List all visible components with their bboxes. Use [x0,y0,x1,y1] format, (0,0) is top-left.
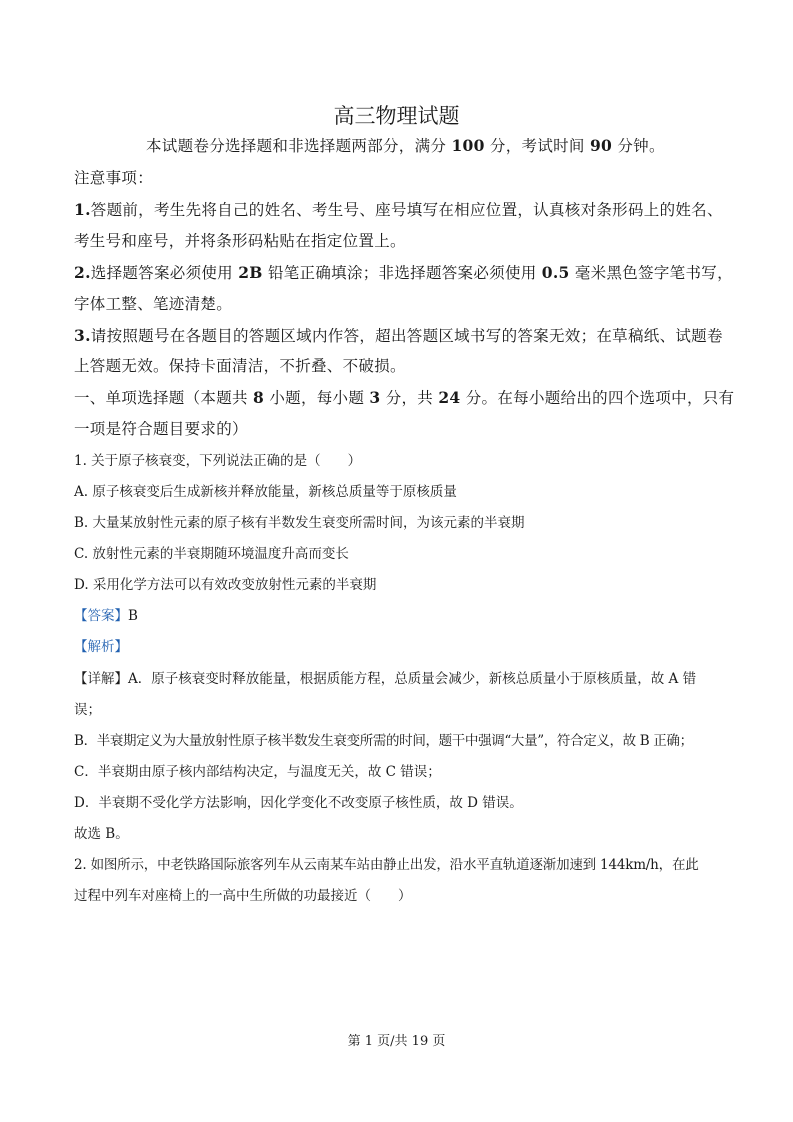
q1-detail-c: C．半衰期由原子核内部结构决定，与温度无关，故 C 错误； [74,764,441,780]
q1-option-a: A. 原子核衰变后生成新核并释放能量，新核总质量等于原核质量 [74,484,457,500]
exam-intro: 本试题卷分选择题和非选择题两部分，满分 100 分，考试时间 90 分钟。 [146,136,665,155]
page-title: 高三物理试题 [333,104,460,128]
notes-heading: 注意事项： [74,169,154,187]
page-number: 第 1 页/共 19 页 [347,1034,446,1049]
q1-detail-line-2: 误； [74,702,101,718]
detail-tag: 【详解】 [74,671,128,687]
note-2-line-2: 字体工整、笔迹清楚。 [74,295,233,313]
section-1-heading-line-2: 一项是符合题目要求的） [74,420,248,438]
q1-conclusion: 故选 B。 [74,826,129,842]
note-1-line-1: 1.答题前，考生先将自己的姓名、考生号、座号填写在相应位置，认真核对条形码上的姓名、 [74,200,723,219]
q1-option-d: D. 采用化学方法可以有效改变放射性元素的半衰期 [74,577,377,593]
q2-stem-line-1: 2. 如图所示，中老铁路国际旅客列车从云南某车站由静止出发，沿水平直轨道逐渐加速到 144km/h，在此 [74,857,699,873]
q1-option-b: B. 大量某放射性元素的原子核有半数发生衰变所需时间，为该元素的半衰期 [74,515,525,531]
note-1-line-2: 考生号和座号，并将条形码粘贴在指定位置上。 [74,232,406,250]
note-3-line-1: 3.请按照题号在各题目的答题区域内作答，超出答题区域书写的答案无效；在草稿纸、试题卷 [74,326,723,345]
q1-answer [74,608,138,624]
q1-detail-b: B．半衰期定义为大量放射性原子核半数发生衰变所需的时间，题干中强调“大量”，符合定义，故 B 正确； [74,733,693,749]
note-2-line-1: 2.选择题答案必须使用 2B 铅笔正确填涂；非选择题答案必须使用 0.5 毫米黑色签字笔书写， [74,263,733,282]
section-1-heading: 一、单项选择题（本题共 8 小题，每小题 3 分，共 24 分。在每小题给出的四个选项中，只有 [74,388,735,407]
note-3-line-2: 上答题无效。保持卡面清洁，不折叠、不破损。 [74,357,406,375]
q1-detail-line-1: 【详解】A．原子核衰变时释放能量，根据质能方程，总质量会减少，新核总质量小于原核质量，故 A 错 [74,671,697,687]
answer-value: B [128,608,138,624]
q1-detail-d: D．半衰期不受化学方法影响，因化学变化不改变原子核性质，故 D 错误。 [74,795,523,811]
q2-stem-line-2: 过程中列车对座椅上的一高中生所做的功最接近（ ） [74,888,412,904]
q1-analysis-tag: 【解析】 [74,639,128,655]
q1-stem: 1. 关于原子核衰变，下列说法正确的是（ ） [74,453,362,469]
answer-tag: 【答案】 [74,608,128,624]
q1-option-c: C. 放射性元素的半衰期随环境温度升高而变长 [74,546,349,562]
